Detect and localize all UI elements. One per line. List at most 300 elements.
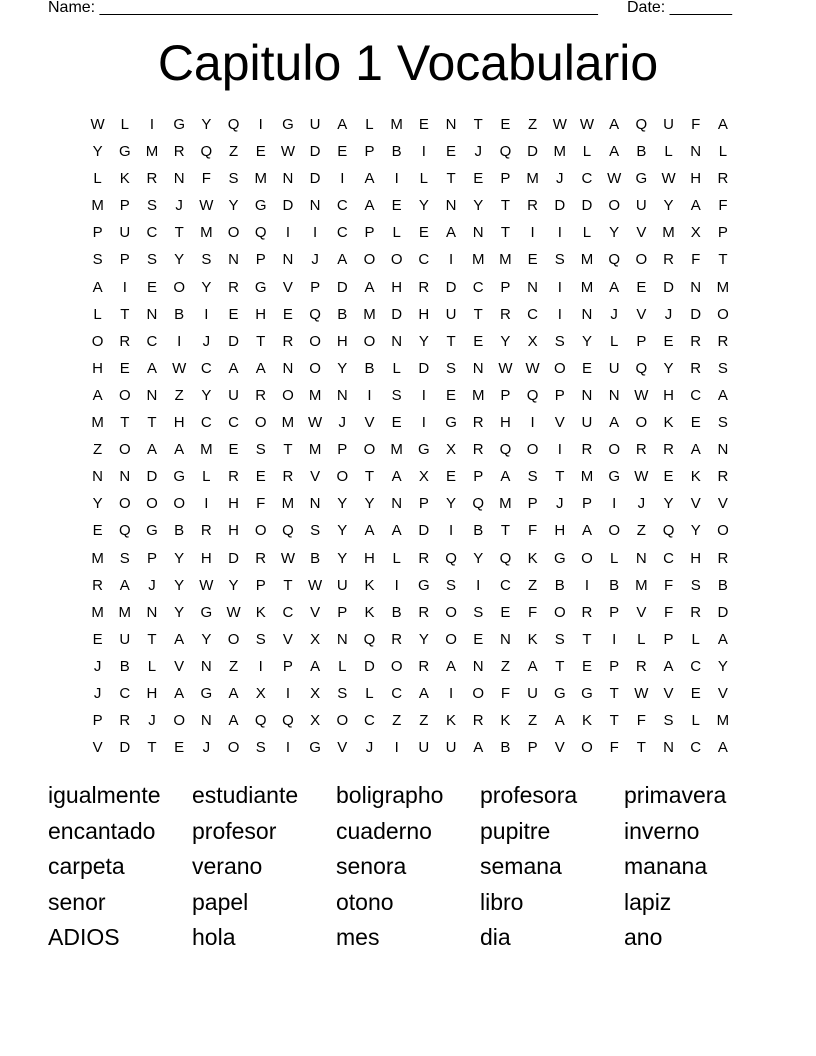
grid-letter: F xyxy=(609,739,619,757)
grid-letter: C xyxy=(690,657,702,675)
grid-letter: K xyxy=(527,549,538,567)
grid-letter: Y xyxy=(174,549,185,567)
grid-letter: D xyxy=(391,305,403,323)
grid-letter: O xyxy=(608,441,620,459)
grid-letter: G xyxy=(200,603,213,621)
grid-letter: R xyxy=(472,441,484,459)
grid-letter: J xyxy=(175,197,183,215)
grid-letter: V xyxy=(310,603,321,621)
grid-letter: D xyxy=(663,278,674,296)
grid-letter: E xyxy=(446,468,457,486)
grid-letter: W xyxy=(199,576,214,594)
grid-letter: A xyxy=(717,739,728,757)
word-list-item: dia xyxy=(480,924,511,950)
grid-letter: R xyxy=(527,197,539,215)
grid-letter: O xyxy=(227,739,240,757)
grid-letter: W xyxy=(661,170,676,188)
grid-letter: S xyxy=(527,468,538,486)
grid-letter: Y xyxy=(717,657,728,675)
grid-letter: M xyxy=(471,251,485,269)
grid-letter: W xyxy=(579,116,595,133)
grid-letter: C xyxy=(336,224,348,242)
grid-letter: Q xyxy=(363,630,376,648)
word-list-item: igualmente xyxy=(48,782,161,808)
grid-letter: A xyxy=(391,468,402,486)
grid-letter: D xyxy=(445,278,457,296)
grid-letter: E xyxy=(581,657,592,675)
grid-letter: H xyxy=(690,170,702,188)
grid-letter: R xyxy=(228,468,239,486)
grid-letter: G xyxy=(118,143,131,161)
grid-letter: T xyxy=(473,116,483,133)
grid-letter: A xyxy=(364,278,375,296)
grid-letter: M xyxy=(662,224,675,242)
grid-letter: I xyxy=(258,116,263,133)
grid-letter: P xyxy=(310,278,321,296)
grid-letter: A xyxy=(663,657,674,675)
grid-letter: R xyxy=(391,630,403,648)
grid-letter: N xyxy=(690,278,702,296)
grid-letter: S xyxy=(554,332,565,350)
grid-letter: Y xyxy=(174,576,185,594)
word-list-item: estudiante xyxy=(192,782,299,808)
grid-letter: H xyxy=(228,495,239,513)
grid-letter: Y xyxy=(500,332,511,350)
grid-letter: N xyxy=(663,739,674,757)
grid-letter: E xyxy=(228,441,239,459)
grid-letter: X xyxy=(527,332,538,350)
grid-letter: E xyxy=(446,143,457,161)
grid-letter: I xyxy=(530,224,535,242)
grid-letter: N xyxy=(635,549,647,567)
word-list-item: carpeta xyxy=(48,853,125,879)
grid-letter: U xyxy=(309,116,321,133)
grid-letter: N xyxy=(717,441,729,459)
grid-letter: S xyxy=(717,359,728,377)
word-list-item: mes xyxy=(336,924,380,950)
grid-letter: G xyxy=(581,684,593,702)
grid-letter: A xyxy=(609,414,620,432)
grid-letter: Y xyxy=(337,549,348,567)
grid-letter: G xyxy=(418,441,430,459)
grid-letter: S xyxy=(92,251,103,269)
grid-letter: U xyxy=(336,576,348,594)
grid-letter: N xyxy=(472,359,484,377)
grid-letter: T xyxy=(500,224,510,242)
grid-letter: G xyxy=(309,739,321,757)
grid-letter: E xyxy=(146,278,157,296)
grid-letter: U xyxy=(418,739,430,757)
grid-letter: E xyxy=(473,332,484,350)
grid-letter: E xyxy=(255,468,266,486)
grid-letter: A xyxy=(146,441,157,459)
grid-letter: A xyxy=(364,522,375,540)
grid-letter: I xyxy=(204,495,209,513)
grid-letter: K xyxy=(364,603,375,621)
grid-letter: N xyxy=(391,332,403,350)
grid-letter: L xyxy=(93,305,102,323)
grid-letter: Y xyxy=(201,630,212,648)
grid-letter: A xyxy=(717,630,728,648)
grid-letter: Q xyxy=(309,305,321,323)
grid-letter: U xyxy=(608,359,620,377)
grid-letter: P xyxy=(337,441,348,459)
grid-letter: L xyxy=(718,143,728,161)
grid-letter: B xyxy=(174,522,185,540)
grid-letter: T xyxy=(555,468,565,486)
grid-letter: A xyxy=(473,739,484,757)
grid-letter: S xyxy=(554,630,565,648)
word-list-item: lapiz xyxy=(624,888,672,915)
grid-letter: G xyxy=(553,684,566,702)
grid-letter: R xyxy=(717,170,729,188)
grid-letter: I xyxy=(149,116,155,133)
grid-letter: N xyxy=(200,712,212,730)
grid-letter: I xyxy=(557,224,562,242)
grid-letter: Y xyxy=(92,495,103,513)
grid-letter: A xyxy=(174,630,185,648)
grid-letter: S xyxy=(391,386,402,404)
grid-letter: E xyxy=(92,630,103,648)
grid-letter: A xyxy=(500,468,511,486)
grid-letter: R xyxy=(255,549,267,567)
grid-letter: N xyxy=(146,305,158,323)
grid-letter: G xyxy=(635,170,648,188)
grid-letter: B xyxy=(310,549,321,567)
grid-letter: T xyxy=(718,251,728,269)
grid-letter: M xyxy=(580,468,594,486)
grid-letter: E xyxy=(119,359,130,377)
grid-letter: J xyxy=(474,143,482,161)
grid-letter: M xyxy=(471,386,485,404)
grid-letter: A xyxy=(146,359,157,377)
grid-letter: A xyxy=(310,657,321,675)
grid-letter: Q xyxy=(499,441,512,459)
grid-letter: A xyxy=(228,359,239,377)
grid-letter: Y xyxy=(581,332,592,350)
grid-letter: A xyxy=(609,143,620,161)
grid-letter: O xyxy=(173,712,185,730)
grid-letter: C xyxy=(336,197,348,215)
grid-letter: C xyxy=(690,739,702,757)
grid-letter: A xyxy=(446,657,457,675)
grid-letter: F xyxy=(636,712,646,730)
grid-letter: C xyxy=(581,170,593,188)
grid-letter: P xyxy=(146,549,157,567)
grid-letter: T xyxy=(120,414,130,432)
grid-letter: S xyxy=(446,359,457,377)
grid-letter: V xyxy=(310,468,321,486)
word-list-item: verano xyxy=(192,853,263,879)
grid-letter: N xyxy=(282,170,294,188)
grid-letter: V xyxy=(337,739,348,757)
grid-letter: P xyxy=(364,143,375,161)
grid-letter: O xyxy=(254,414,267,432)
grid-letter: Y xyxy=(690,522,701,540)
grid-letter: N xyxy=(499,630,511,648)
grid-letter: M xyxy=(390,116,403,133)
page-title: Capitulo 1 Vocabulario xyxy=(157,35,659,91)
grid-letter: I xyxy=(557,278,562,296)
grid-letter: Q xyxy=(635,359,648,377)
grid-letter: Y xyxy=(228,197,239,215)
grid-letter: R xyxy=(119,712,131,730)
grid-letter: L xyxy=(120,116,129,133)
grid-letter: U xyxy=(527,684,539,702)
grid-letter: D xyxy=(309,143,321,161)
grid-letter: W xyxy=(226,603,241,621)
grid-letter: Q xyxy=(445,549,457,567)
grid-letter: H xyxy=(255,305,267,323)
grid-letter: L xyxy=(419,170,429,188)
grid-letter: S xyxy=(717,414,728,432)
date-field-label: Date: _______ xyxy=(627,0,732,16)
grid-letter: R xyxy=(255,386,267,404)
grid-letter: C xyxy=(228,414,239,432)
grid-letter: A xyxy=(609,116,620,133)
grid-letter: A xyxy=(174,684,185,702)
grid-letter: G xyxy=(608,468,620,486)
grid-letter: T xyxy=(120,305,130,323)
grid-letter: R xyxy=(282,332,294,350)
grid-letter: W xyxy=(280,143,295,161)
grid-letter: Y xyxy=(92,143,103,161)
grid-letter: A xyxy=(717,386,728,404)
grid-letter: V xyxy=(174,657,185,675)
grid-letter: M xyxy=(635,576,648,594)
grid-letter: L xyxy=(202,468,211,486)
grid-letter: R xyxy=(418,657,430,675)
grid-letter: G xyxy=(254,278,267,296)
grid-letter: P xyxy=(418,495,429,513)
grid-letter: O xyxy=(581,549,593,567)
grid-letter: I xyxy=(367,386,372,404)
grid-letter: M xyxy=(200,224,213,242)
grid-letter: W xyxy=(607,170,622,188)
grid-letter: M xyxy=(308,386,322,404)
grid-letter: F xyxy=(718,197,728,215)
grid-letter: Y xyxy=(174,251,185,269)
grid-letter: M xyxy=(281,495,295,513)
grid-letter: J xyxy=(664,305,673,323)
grid-letter: G xyxy=(418,576,430,594)
grid-letter: S xyxy=(690,576,701,594)
grid-letter: E xyxy=(337,143,348,161)
grid-letter: O xyxy=(363,441,376,459)
grid-letter: P xyxy=(500,386,511,404)
grid-letter: N xyxy=(146,603,158,621)
word-list-item: profesora xyxy=(480,782,578,808)
grid-letter: B xyxy=(636,143,647,161)
grid-letter: P xyxy=(717,224,728,242)
grid-letter: N xyxy=(119,468,131,486)
grid-letter: A xyxy=(228,684,239,702)
grid-letter: Y xyxy=(174,603,185,621)
grid-letter: M xyxy=(91,603,104,621)
grid-letter: R xyxy=(472,414,484,432)
grid-letter: K xyxy=(690,468,701,486)
word-list-item: semana xyxy=(480,853,562,879)
grid-letter: K xyxy=(527,630,538,648)
grid-letter: F xyxy=(528,522,538,540)
grid-letter: T xyxy=(555,657,565,675)
grid-letter: M xyxy=(716,712,730,730)
grid-letter: K xyxy=(119,170,130,188)
grid-letter: Z xyxy=(93,441,103,459)
grid-letter: Z xyxy=(500,657,510,675)
grid-letter: O xyxy=(472,684,485,702)
grid-letter: V xyxy=(636,224,647,242)
grid-letter: A xyxy=(337,116,348,133)
grid-letter: R xyxy=(635,441,647,459)
grid-letter: B xyxy=(500,739,511,757)
grid-letter: O xyxy=(363,251,376,269)
grid-letter: M xyxy=(118,603,132,621)
grid-letter: O xyxy=(173,278,185,296)
grid-letter: C xyxy=(418,251,430,269)
grid-letter: E xyxy=(581,359,592,377)
grid-letter: G xyxy=(282,116,294,133)
grid-letter: W xyxy=(634,386,649,404)
grid-letter: V xyxy=(663,684,674,702)
grid-letter: V xyxy=(554,414,565,432)
grid-letter: R xyxy=(418,549,430,567)
grid-letter: S xyxy=(255,739,266,757)
grid-letter: R xyxy=(228,278,239,296)
grid-letter: A xyxy=(255,359,266,377)
grid-letter: O xyxy=(635,414,648,432)
grid-letter: A xyxy=(609,278,620,296)
grid-letter: O xyxy=(146,495,158,513)
grid-letter: R xyxy=(717,468,729,486)
grid-letter: E xyxy=(174,739,185,757)
grid-letter: N xyxy=(336,386,348,404)
grid-letter: P xyxy=(92,224,103,242)
grid-letter: F xyxy=(528,603,538,621)
grid-letter: I xyxy=(122,278,127,296)
grid-letter: K xyxy=(663,414,674,432)
grid-letter: B xyxy=(337,305,348,323)
grid-letter: R xyxy=(282,468,294,486)
grid-letter: D xyxy=(336,278,348,296)
word-list-item: otono xyxy=(336,888,394,915)
word-list-item: senor xyxy=(48,888,106,915)
grid-letter: P xyxy=(337,603,348,621)
grid-letter: I xyxy=(448,684,454,702)
grid-letter: J xyxy=(610,305,618,323)
grid-letter: E xyxy=(92,522,103,540)
grid-letter: U xyxy=(445,739,457,757)
grid-letter: W xyxy=(280,549,295,567)
grid-letter: K xyxy=(500,712,511,730)
grid-letter: S xyxy=(146,251,157,269)
grid-letter: T xyxy=(283,441,293,459)
grid-letter: O xyxy=(445,630,457,648)
grid-letter: A xyxy=(581,522,592,540)
grid-letter: Y xyxy=(337,359,348,377)
grid-letter: E xyxy=(228,305,239,323)
grid-letter: Q xyxy=(118,522,131,540)
grid-letter: A xyxy=(174,441,185,459)
grid-letter: A xyxy=(554,712,565,730)
grid-letter: X xyxy=(446,441,457,459)
word-list-item: ADIOS xyxy=(48,924,120,950)
grid-letter: A xyxy=(364,197,375,215)
grid-letter: P xyxy=(255,251,266,269)
grid-letter: O xyxy=(309,359,321,377)
grid-letter: X xyxy=(255,684,266,702)
word-list-item: manana xyxy=(624,853,708,879)
grid-letter: O xyxy=(581,739,593,757)
grid-letter: T xyxy=(174,224,184,242)
grid-letter: L xyxy=(147,657,157,675)
grid-letter: H xyxy=(418,305,430,323)
grid-letter: Y xyxy=(663,495,674,513)
grid-letter: O xyxy=(254,522,267,540)
grid-letter: E xyxy=(282,305,293,323)
grid-letter: S xyxy=(201,251,212,269)
grid-letter: L xyxy=(392,549,401,567)
grid-letter: O xyxy=(309,332,321,350)
grid-letter: Z xyxy=(636,522,646,540)
grid-letter: T xyxy=(446,332,456,350)
grid-letter: E xyxy=(418,116,429,133)
grid-letter: T xyxy=(500,522,510,540)
grid-letter: B xyxy=(391,603,402,621)
grid-letter: H xyxy=(92,359,104,377)
grid-letter: M xyxy=(91,197,104,215)
grid-letter: F xyxy=(691,251,701,269)
grid-letter: H xyxy=(336,332,348,350)
grid-letter: J xyxy=(637,495,646,513)
grid-letter: T xyxy=(364,468,375,486)
name-field-label: Name: ________________________________________________________ xyxy=(48,0,598,16)
grid-letter: U xyxy=(228,386,239,404)
grid-letter: S xyxy=(554,251,565,269)
grid-letter: V xyxy=(554,739,565,757)
grid-letter: A xyxy=(92,386,103,404)
grid-letter: X xyxy=(310,712,321,730)
grid-letter: L xyxy=(582,224,592,242)
grid-letter: N xyxy=(228,251,239,269)
grid-letter: A xyxy=(690,441,701,459)
grid-letter: Q xyxy=(472,495,485,513)
grid-letter: Y xyxy=(201,386,212,404)
grid-letter: N xyxy=(690,143,702,161)
grid-letter: W xyxy=(552,116,567,133)
grid-letter: C xyxy=(391,684,403,702)
grid-letter: A xyxy=(690,197,701,215)
grid-letter: O xyxy=(118,386,131,404)
grid-letter: F xyxy=(663,603,674,621)
grid-letter: I xyxy=(421,143,426,161)
grid-letter: K xyxy=(581,712,592,730)
grid-letter: J xyxy=(93,684,102,702)
grid-letter: D xyxy=(228,332,239,350)
grid-letter: Q xyxy=(227,116,240,133)
grid-letter: X xyxy=(310,630,321,648)
word-list-item: senora xyxy=(336,853,407,879)
grid-letter: P xyxy=(500,170,511,188)
grid-letter: P xyxy=(581,495,592,513)
grid-letter: O xyxy=(363,332,376,350)
grid-letter: A xyxy=(92,278,103,296)
grid-letter: W xyxy=(90,116,105,133)
grid-letter: R xyxy=(690,359,702,377)
grid-letter: N xyxy=(445,116,457,133)
grid-letter: M xyxy=(580,251,594,269)
grid-letter: M xyxy=(308,441,322,459)
